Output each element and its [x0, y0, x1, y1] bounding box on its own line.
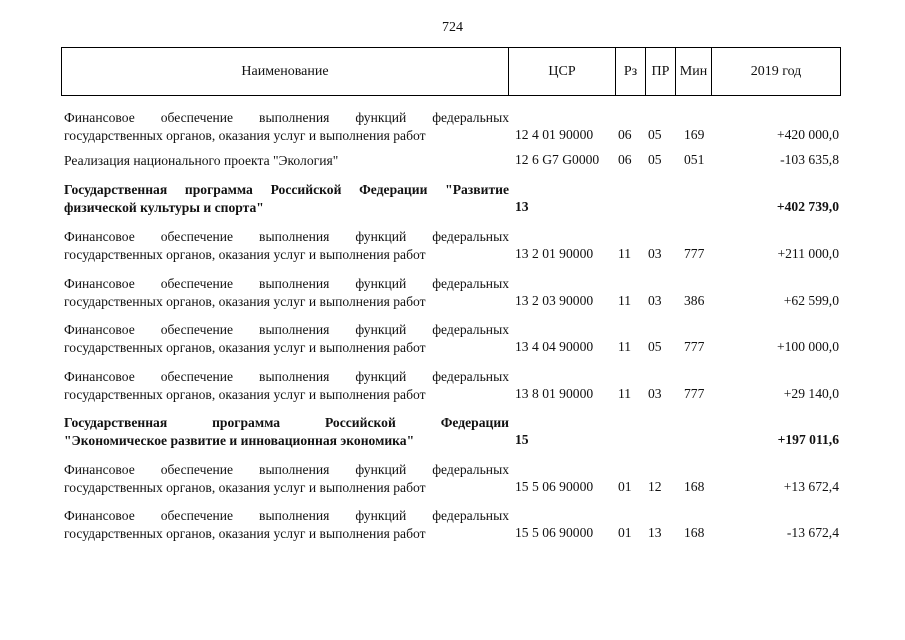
row-name-line-1: Финансовое обеспечение выполнения функций федеральных	[64, 508, 509, 523]
row-pr: 05	[648, 338, 662, 354]
row-rz: 01	[618, 478, 632, 494]
row-pr: 03	[648, 385, 662, 401]
row-name-line-1: Финансовое обеспечение выполнения функций федеральных	[64, 110, 509, 125]
row-min: 168	[684, 524, 705, 540]
row-rz: 11	[618, 338, 632, 354]
row-name	[64, 152, 509, 170]
row-min: 777	[684, 245, 705, 261]
row-csr: 15 5 06 90000	[515, 478, 594, 494]
row-rz: 11	[618, 292, 632, 308]
row-sum: +100 000,0	[776, 338, 839, 354]
row-name-line-2: государственных органов, оказания услуг и выполнения работ	[64, 525, 426, 541]
header-rz: Рз	[616, 48, 646, 96]
row-name-line-1: Финансовое обеспечение выполнения функций федеральных	[64, 322, 509, 337]
header-min: Мин	[676, 48, 712, 96]
row-min: 386	[684, 292, 705, 308]
row-min: 051	[684, 152, 705, 167]
row-min: 168	[684, 478, 705, 494]
row-csr: 12 4 01 90000	[515, 126, 594, 142]
header-year: 2019 год	[712, 48, 841, 96]
row-pr: 05	[648, 152, 662, 167]
row-name	[64, 461, 509, 496]
row-name-line-2: государственных органов, оказания услуг и выполнения работ	[64, 339, 426, 355]
header-name: Наименование	[62, 48, 509, 96]
row-rz: 11	[618, 245, 632, 261]
row-name-line-2: государственных органов, оказания услуг и выполнения работ	[64, 127, 426, 143]
row-min: 777	[684, 338, 705, 354]
row-sum: -13 672,4	[786, 524, 839, 540]
row-csr: 13 8 01 90000	[515, 385, 594, 401]
row-name	[64, 507, 509, 542]
row-name-line-2: государственных органов, оказания услуг и выполнения работ	[64, 246, 426, 262]
row-sum: +29 140,0	[783, 385, 839, 401]
row-name	[64, 109, 509, 144]
row-pr: 05	[648, 126, 662, 142]
row-pr: 12	[648, 478, 662, 494]
row-name	[64, 414, 509, 449]
row-name-line-2: физической культуры и спорта"	[64, 199, 264, 215]
row-rz: 11	[618, 385, 632, 401]
row-rz: 06	[618, 126, 632, 142]
row-name	[64, 368, 509, 403]
row-rz: 01	[618, 524, 632, 540]
row-csr: 13	[515, 198, 529, 214]
row-sum: +62 599,0	[783, 292, 839, 308]
row-name	[64, 321, 509, 356]
row-name-line-1: Финансовое обеспечение выполнения функций федеральных	[64, 276, 509, 291]
row-rz: 06	[618, 152, 632, 167]
page-number: 724	[442, 20, 463, 35]
row-name-line-2: государственных органов, оказания услуг и выполнения работ	[64, 386, 426, 402]
row-name-line-2: государственных органов, оказания услуг и выполнения работ	[64, 293, 426, 309]
row-name-line-1: Финансовое обеспечение выполнения функций федеральных	[64, 369, 509, 384]
table-header	[61, 47, 841, 96]
row-name-line-1: Реализация национального проекта "Экология"	[64, 153, 339, 168]
row-pr: 13	[648, 524, 662, 540]
row-name-line-1: Финансовое обеспечение выполнения функций федеральных	[64, 462, 509, 477]
row-name-line-2: "Экономическое развитие и инновационная экономика"	[64, 432, 415, 448]
row-sum: +420 000,0	[776, 126, 839, 142]
row-name	[64, 181, 509, 216]
row-sum: -103 635,8	[780, 152, 839, 167]
row-sum: +13 672,4	[783, 478, 839, 494]
row-min: 777	[684, 385, 705, 401]
row-csr: 13 2 01 90000	[515, 245, 594, 261]
row-name-line-1: Государственная программа Российской Федерации	[64, 415, 509, 430]
row-csr: 12 6 G7 G0000	[515, 152, 600, 167]
row-name-line-1: Финансовое обеспечение выполнения функций федеральных	[64, 229, 509, 244]
row-csr: 13 2 03 90000	[515, 292, 594, 308]
row-name-line-1: Государственная программа Российской Федерации "Развитие	[64, 182, 509, 197]
row-sum: +197 011,6	[777, 431, 839, 447]
row-name	[64, 228, 509, 263]
row-csr: 13 4 04 90000	[515, 338, 594, 354]
row-sum: +402 739,0	[776, 198, 839, 214]
row-pr: 03	[648, 245, 662, 261]
row-min: 169	[684, 126, 705, 142]
row-sum: +211 000,0	[777, 245, 839, 261]
row-name	[64, 275, 509, 310]
row-pr: 03	[648, 292, 662, 308]
row-name-line-2: государственных органов, оказания услуг и выполнения работ	[64, 479, 426, 495]
row-csr: 15	[515, 431, 529, 447]
header-csr: ЦСР	[509, 48, 616, 96]
row-csr: 15 5 06 90000	[515, 524, 594, 540]
header-pr: ПР	[646, 48, 676, 96]
